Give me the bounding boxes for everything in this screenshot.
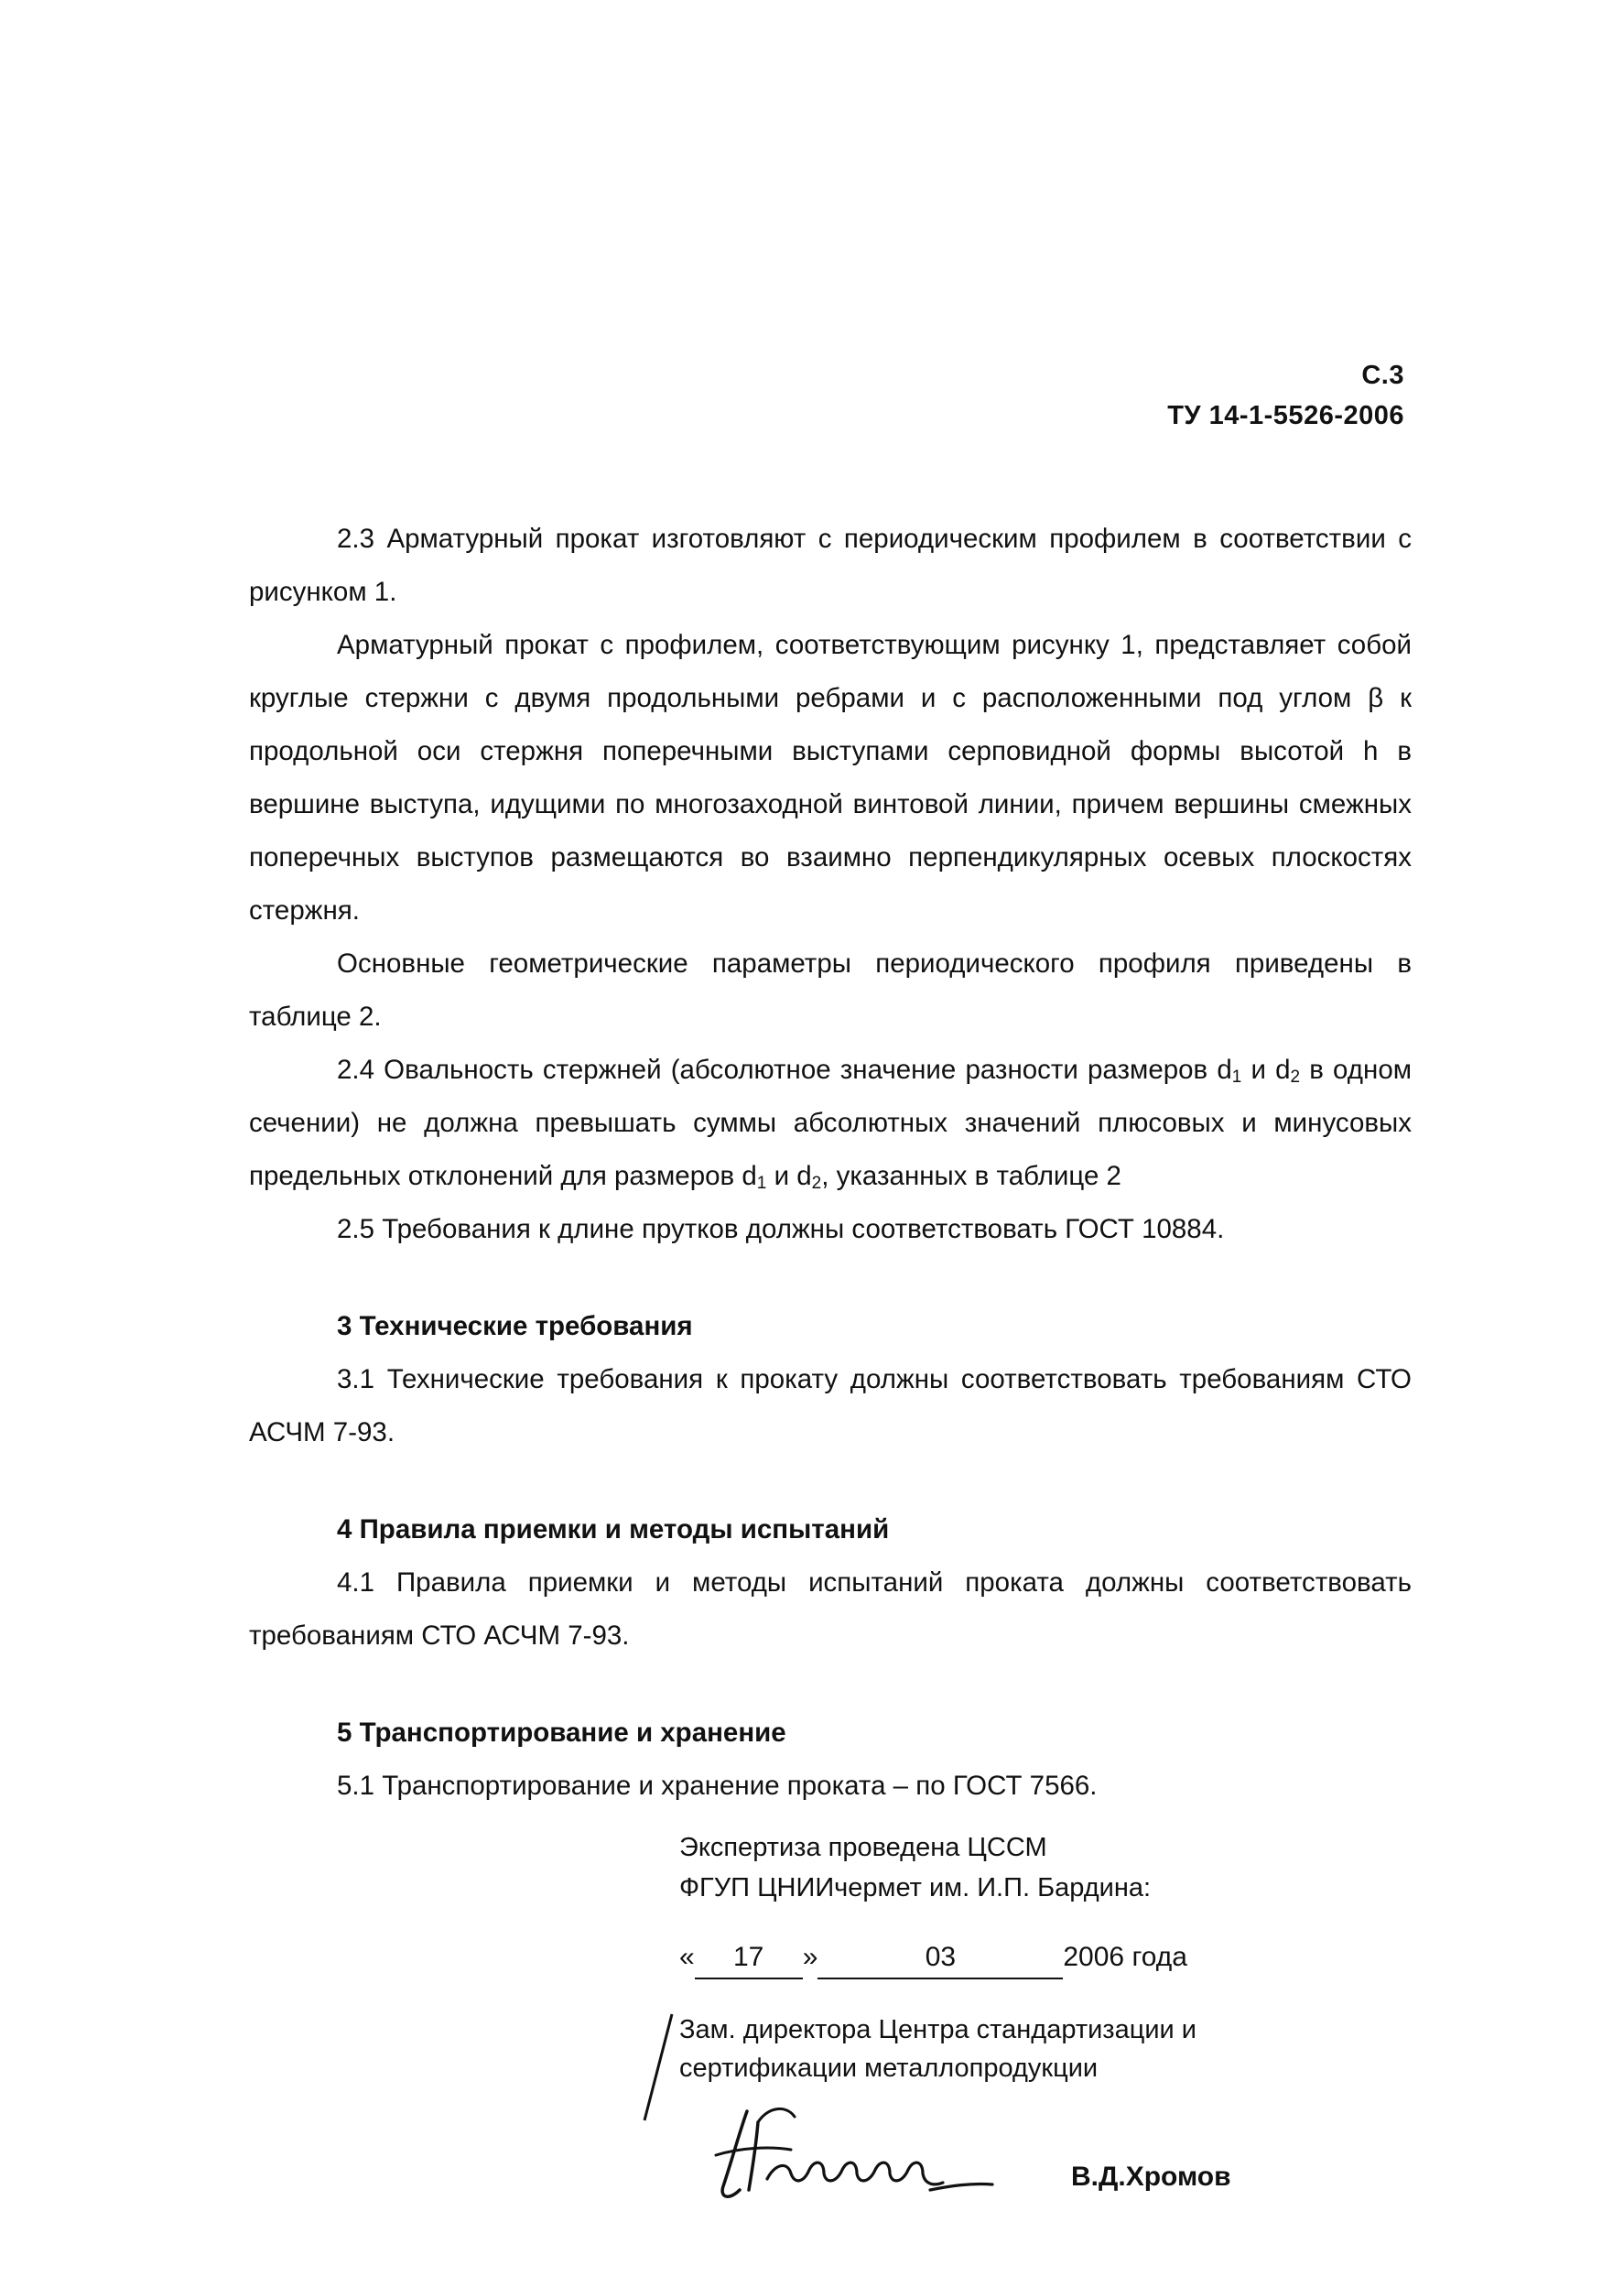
signatory-title-line-2: сертификации металлопродукции	[679, 2054, 1099, 2083]
expertise-note	[679, 1827, 1151, 1908]
signatory-title-line-1: Зам. директора Центра стандартизации и	[679, 2015, 1196, 2044]
paragraph-2-3: 2.3 Арматурный прокат изготовляют с периодическим профилем в соответствии с рисунком 1.	[249, 524, 1412, 607]
paragraph-2-4: 2.4 Овальность стержней (абсолютное значение разности размеров $d_1$ и $d_2$ в одном сечении) не должна превышать суммы абсолютных значений плюсовых и минусовых предельных отклонений для размеров $d_1$ и $d_2$, указанных в таблице 2	[249, 1055, 1413, 1193]
page-number: С.3	[1361, 361, 1404, 390]
slash-mark	[637, 2011, 677, 2124]
paragraph-2-3-parameters: Основные геометрические параметры периодического профиля приведены в таблице 2.	[249, 948, 1412, 1032]
date-close-quote: »	[802, 1942, 818, 1972]
date-open-quote: «	[679, 1942, 695, 1972]
paragraph-3-1: 3.1 Технические требования к прокату должны соответствовать требованиям СТО АСЧМ 7-93.	[249, 1364, 1412, 1447]
paragraph-5-1: 5.1 Транспортирование и хранение проката – по ГОСТ 7566.	[337, 1771, 1098, 1801]
section-4-heading: 4 Правила приемки и методы испытаний	[337, 1514, 890, 1545]
document-body	[249, 513, 1412, 1813]
expertise-line-2: ФГУП ЦНИИчермет им. И.П. Бардина:	[679, 1873, 1152, 1902]
handwritten-signature	[703, 2095, 1005, 2214]
section-3-heading: 3 Технические требования	[337, 1311, 693, 1341]
approval-date	[679, 1937, 1187, 1979]
paragraph-2-5: 2.5 Требования к длине прутков должны соответствовать ГОСТ 10884.	[337, 1214, 1225, 1244]
document-code: ТУ 14-1-5526-2006	[1167, 401, 1404, 430]
expertise-line-1: Экспертиза проведена ЦССМ	[679, 1833, 1047, 1862]
page-header	[1167, 355, 1404, 436]
section-5-heading: 5 Транспортирование и хранение	[337, 1718, 786, 1748]
signatory-name: В.Д.Хромов	[1071, 2162, 1231, 2192]
paragraph-4-1: 4.1 Правила приемки и методы испытаний проката должны соответствовать требованиям СТО АСЧМ 7-93.	[249, 1567, 1412, 1651]
date-day: 17	[695, 1937, 803, 1979]
signatory-title	[679, 2011, 1196, 2087]
paragraph-2-3-profile: Арматурный прокат с профилем, соответствующим рисунку 1, представляет собой круглые стержни с двумя продольными ребрами и с расположенными под углом β к продольной оси стержня поперечными выступами серповидной формы высотой h в вершине выступа, идущими по многозаходной винтовой линии, причем вершины смежных поперечных выступов размещаются во взаимно перпендикулярных осевых плоскостях стержня.	[249, 630, 1412, 926]
date-year: 2006 года	[1063, 1942, 1187, 1972]
date-month: 03	[817, 1937, 1063, 1979]
